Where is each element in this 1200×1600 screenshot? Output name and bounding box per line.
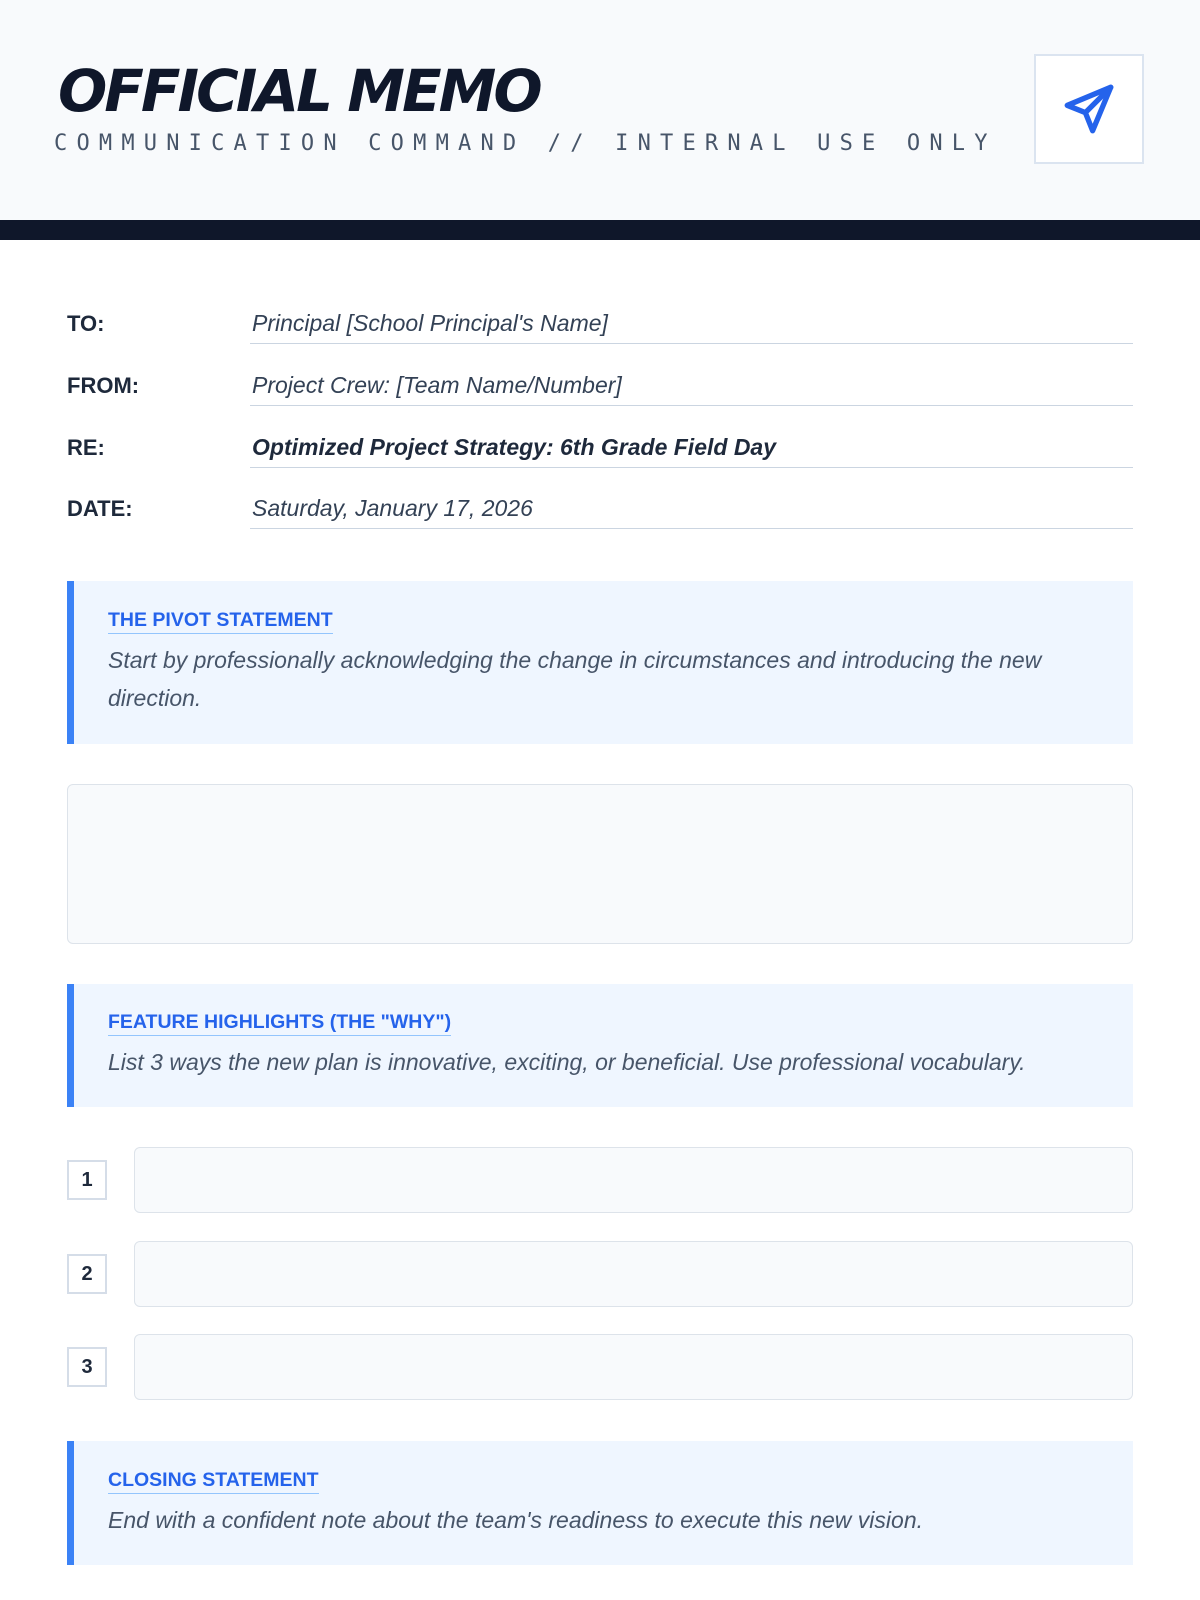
to-field-row (67, 304, 1133, 344)
pivot-title: THE PIVOT STATEMENT (108, 609, 333, 634)
from-label: FROM: (67, 373, 140, 398)
re-label: RE: (67, 435, 105, 460)
to-field[interactable]: Principal [School Principal's Name] (250, 304, 1133, 344)
re-field-row (67, 428, 1133, 468)
header-divider-bar (0, 220, 1200, 240)
pivot-callout (67, 581, 1133, 744)
feature-2-input[interactable] (134, 1241, 1133, 1307)
memo-header (0, 0, 1200, 220)
closing-title: CLOSING STATEMENT (108, 1469, 319, 1494)
features-title: FEATURE HIGHLIGHTS (THE "WHY") (108, 1011, 451, 1036)
feature-number-badge: 3 (67, 1347, 107, 1387)
features-callout (67, 984, 1133, 1107)
features-instructions: List 3 ways the new plan is innovative, exciting, or beneficial. Use professional vocabulary. (108, 1049, 1026, 1075)
send-icon (1060, 80, 1118, 138)
closing-callout (67, 1441, 1133, 1565)
feature-number-badge: 2 (67, 1254, 107, 1294)
closing-instructions: End with a confident note about the team's readiness to execute this new vision. (108, 1507, 923, 1533)
memo-title: OFFICIAL MEMO (58, 57, 540, 125)
from-field-row (67, 366, 1133, 406)
pivot-instructions: Start by professionally acknowledging the change in circumstances and introducing the new direction. (108, 647, 1042, 711)
from-field[interactable]: Project Crew: [Team Name/Number] (250, 366, 1133, 406)
to-label: TO: (67, 311, 105, 336)
pivot-response-textarea[interactable] (67, 784, 1133, 944)
feature-3-input[interactable] (134, 1334, 1133, 1400)
re-field[interactable]: Optimized Project Strategy: 6th Grade Field Day (250, 428, 1133, 468)
date-field-row (67, 489, 1133, 529)
feature-1-input[interactable] (134, 1147, 1133, 1213)
memo-subtitle: COMMUNICATION COMMAND // INTERNAL USE ONLY (54, 131, 997, 156)
date-label: DATE: (67, 496, 133, 521)
date-field[interactable]: Saturday, January 17, 2026 (250, 489, 1133, 529)
send-button[interactable] (1034, 54, 1144, 164)
feature-number-badge: 1 (67, 1160, 107, 1200)
